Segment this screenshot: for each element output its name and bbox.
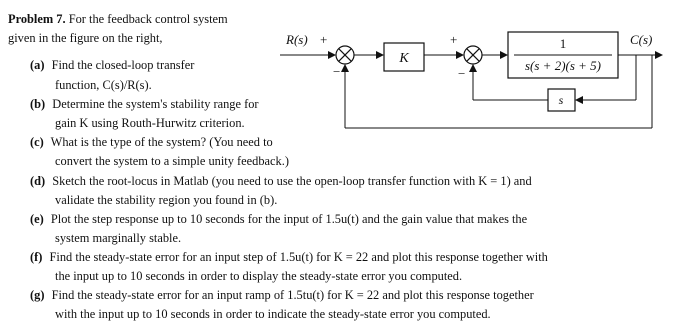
part-g-text-1: Find the steady-state error for an input ramp of 1.5tu(t) for K = 22 and plot this response together [51, 288, 534, 302]
problem-intro-1: For the feedback control system [68, 12, 228, 26]
part-b-label: (b) [30, 97, 46, 111]
part-g-line1 [30, 288, 534, 303]
sum1-minus-sign: − [333, 64, 341, 79]
output-label: C(s) [630, 32, 653, 47]
problem-title: Problem 7. [8, 12, 66, 26]
part-d-text-1: Sketch the root-locus in Matlab (you need to use the open-loop transfer function with K = 1) and [52, 174, 532, 188]
part-e-text-2: system marginally stable. [55, 231, 182, 245]
sum1-plus-sign: + [320, 32, 328, 47]
part-c-text-1: What is the type of the system? (You need to [50, 135, 273, 149]
part-f-line1 [30, 250, 548, 265]
part-e-label: (e) [30, 212, 44, 226]
sum2-plus-sign: + [450, 32, 458, 47]
plant-numerator: 1 [559, 36, 567, 51]
part-f-text-1: Find the steady-state error for an input step of 1.5u(t) for K = 22 and plot this response together with [49, 250, 548, 264]
part-a-line1 [30, 58, 194, 73]
gain-block-label: K [399, 51, 409, 66]
problem-header-line1 [8, 12, 228, 27]
part-d-label: (d) [30, 174, 46, 188]
part-g-text-2: with the input up to 10 seconds in order to indicate the steady-state error you computed. [55, 307, 491, 321]
block-diagram [270, 10, 670, 138]
part-e-text-1: Plot the step response up to 10 seconds for the input of 1.5u(t) and the gain value that makes the [50, 212, 528, 226]
part-f-label: (f) [30, 250, 43, 264]
part-g-label: (g) [30, 288, 45, 302]
part-a-text-2: function, C(s)/R(s). [55, 78, 152, 92]
sum2-minus-sign: − [458, 66, 466, 81]
part-d-line1 [30, 174, 532, 189]
part-e-line1 [30, 212, 527, 227]
part-d-text-2: validate the stability region you found in (b). [55, 193, 278, 207]
part-f-text-2: the input up to 10 seconds in order to display the steady-state error you computed. [55, 269, 463, 283]
summing-junction-2 [464, 46, 482, 64]
part-b-text-2: gain K using Routh-Hurwitz criterion. [55, 116, 245, 130]
summing-junction-1 [336, 46, 354, 64]
part-b-text-1: Determine the system's stability range for [52, 97, 259, 111]
part-c-line1 [30, 135, 273, 150]
input-label: R(s) [286, 32, 308, 47]
feedback-s-label: s [558, 93, 564, 107]
part-a-text-1: Find the closed-loop transfer [51, 58, 195, 72]
part-a-label: (a) [30, 58, 45, 72]
part-c-label: (c) [30, 135, 44, 149]
problem-intro-2: given in the figure on the right, [8, 31, 163, 45]
plant-denominator: s(s + 2)(s + 5) [524, 58, 602, 73]
part-b-line1 [30, 97, 259, 112]
part-c-text-2: convert the system to a simple unity feedback.) [55, 154, 289, 168]
